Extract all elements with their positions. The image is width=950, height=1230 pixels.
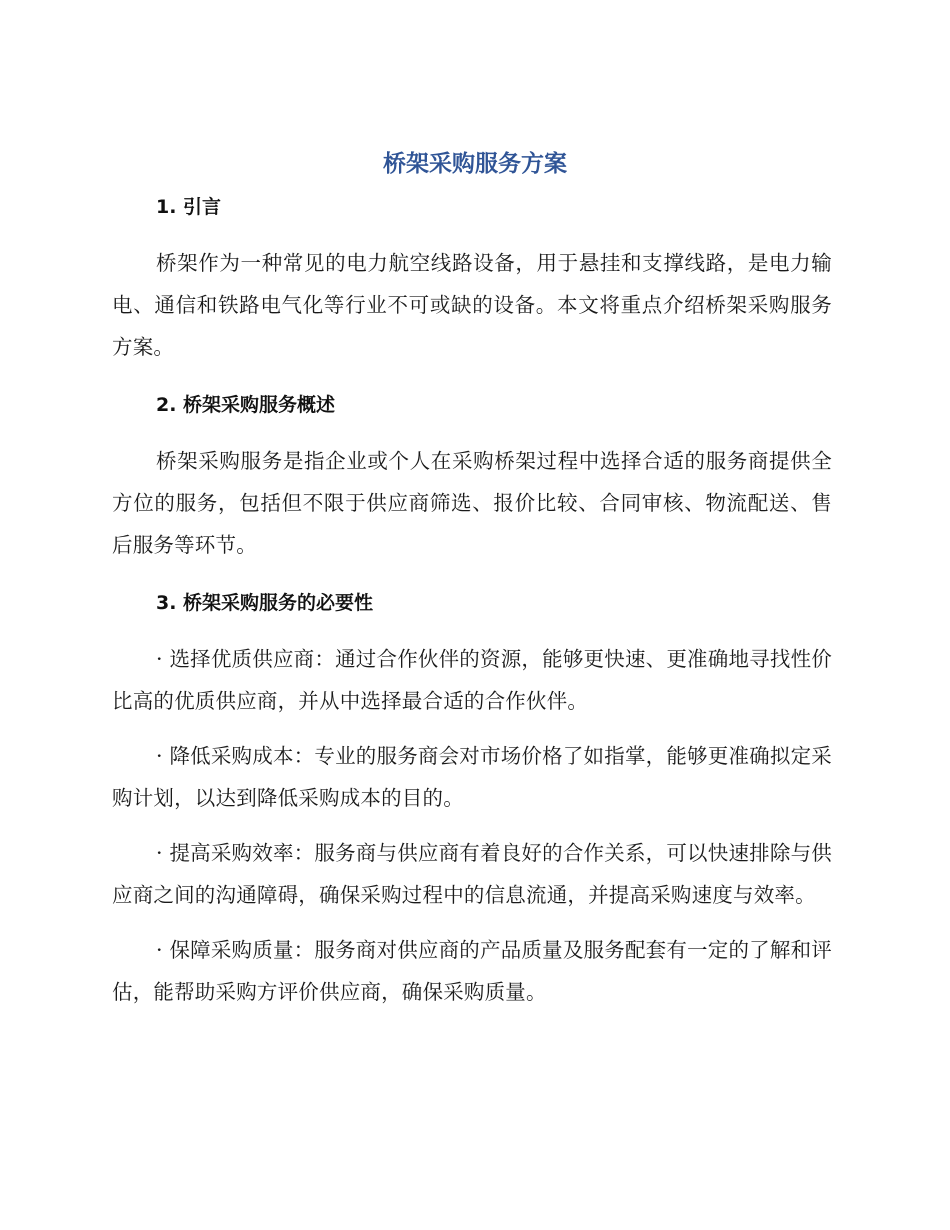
- section-introduction: [112, 190, 832, 368]
- document-title: 桥架采购服务方案: [383, 151, 567, 177]
- section-overview: [112, 388, 832, 566]
- bullet-item: · 降低采购成本：专业的服务商会对市场价格了如指掌，能够更准确拟定采购计划，以达到降低采购成本的目的。: [112, 744, 832, 810]
- document-body: [112, 190, 832, 1013]
- section-paragraph: 桥架采购服务是指企业或个人在采购桥架过程中选择合适的服务商提供全方位的服务，包括但不限于供应商筛选、报价比较、合同审核、物流配送、售后服务等环节。: [112, 449, 832, 557]
- section-heading: 1. 引言: [156, 196, 222, 218]
- bullet-item: · 选择优质供应商：通过合作伙伴的资源，能够更快速、更准确地寻找性价比高的优质供应商，并从中选择最合适的合作伙伴。: [112, 647, 832, 713]
- section-heading: 3. 桥架采购服务的必要性: [156, 592, 374, 614]
- section-heading: 2. 桥架采购服务概述: [156, 394, 336, 416]
- bullet-item: · 保障采购质量：服务商对供应商的产品质量及服务配套有一定的了解和评估，能帮助采购方评价供应商，确保采购质量。: [112, 938, 832, 1004]
- bullet-item: · 提高采购效率：服务商与供应商有着良好的合作关系，可以快速排除与供应商之间的沟通障碍，确保采购过程中的信息流通，并提高采购速度与效率。: [112, 841, 832, 907]
- section-necessity: [112, 586, 832, 1013]
- section-paragraph: 桥架作为一种常见的电力航空线路设备，用于悬挂和支撑线路，是电力输电、通信和铁路电气化等行业不可或缺的设备。本文将重点介绍桥架采购服务方案。: [112, 251, 832, 359]
